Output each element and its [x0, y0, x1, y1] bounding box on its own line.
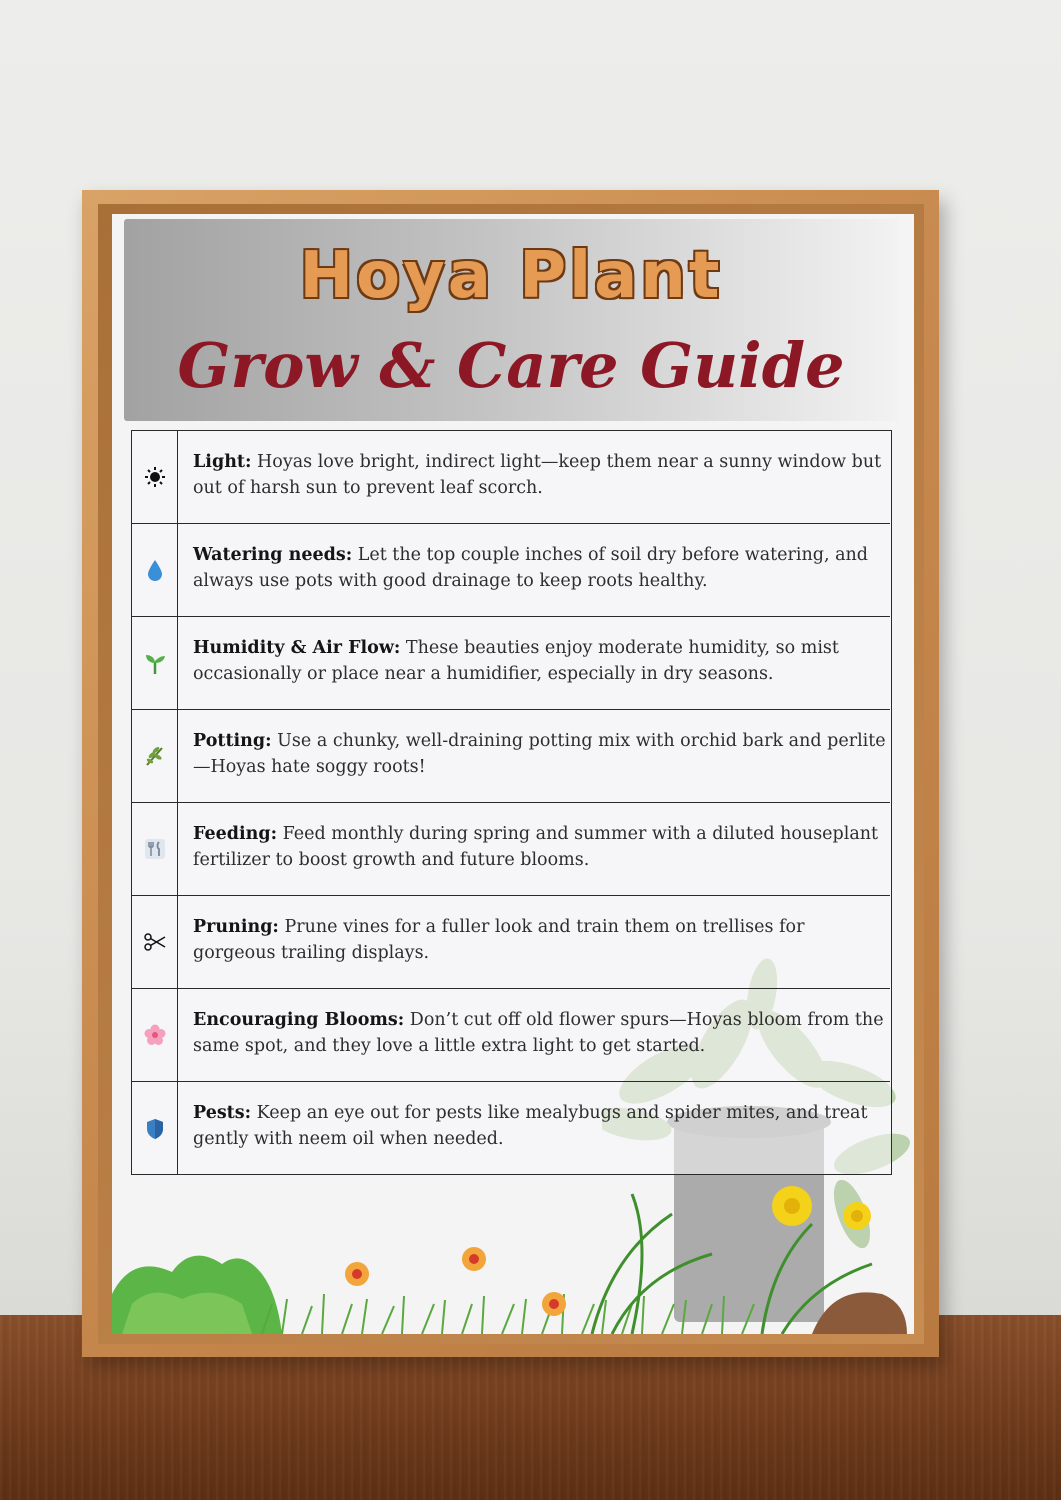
grass-and-flowers-illustration [112, 1154, 914, 1334]
care-description: These beauties enjoy moderate humidity, so mist occasionally or place near a humidifier, especially in dry seasons. [193, 638, 839, 684]
care-description: Let the top couple inches of soil dry before watering, and always use pots with good drainage to keep roots healthy. [193, 545, 869, 591]
care-label: Feeding: [193, 824, 278, 844]
care-description: Don’t cut off old flower spurs—Hoyas bloom from the same spot, and they love a little extra light to get started. [193, 1010, 884, 1056]
care-text [193, 542, 890, 594]
fork-knife-icon [132, 803, 178, 895]
care-description: Keep an eye out for pests like mealybugs and spider mites, and treat gently with neem oil when needed. [193, 1103, 868, 1149]
care-label: Light: [193, 452, 252, 472]
care-row-pruning [132, 896, 890, 989]
care-row-light [132, 431, 890, 524]
care-label: Watering needs: [193, 545, 353, 565]
care-row-blooms [132, 989, 890, 1082]
care-text [193, 728, 890, 780]
care-text [193, 1100, 890, 1152]
seedling-icon [132, 617, 178, 709]
care-text [193, 635, 890, 687]
care-description: Use a chunky, well-draining potting mix with orchid bark and perlite—Hoyas hate soggy roots! [193, 731, 886, 777]
scissors-icon [132, 896, 178, 988]
care-label: Pruning: [193, 917, 279, 937]
title-banner [124, 219, 898, 421]
care-text [193, 1007, 890, 1059]
care-label: Pests: [193, 1103, 252, 1123]
care-row-feeding [132, 803, 890, 896]
care-row-watering [132, 524, 890, 617]
care-row-humidity [132, 617, 890, 710]
poster [112, 214, 914, 1334]
care-label: Potting: [193, 731, 272, 751]
blossom-icon [132, 989, 178, 1081]
care-description: Feed monthly during spring and summer with a diluted houseplant fertilizer to boost growth and future blooms. [193, 824, 879, 870]
title-line-1: Hoya Plant [299, 239, 723, 313]
herb-icon [132, 710, 178, 802]
care-text [193, 821, 890, 873]
care-description: Hoyas love bright, indirect light—keep them near a sunny window but out of harsh sun to prevent leaf scorch. [193, 452, 882, 498]
water-drop-icon [132, 524, 178, 616]
care-description: Prune vines for a fuller look and train them on trellises for gorgeous trailing displays. [193, 917, 805, 963]
care-text [193, 449, 890, 501]
title-line-2: Grow & Care Guide [177, 329, 845, 402]
care-text [193, 914, 890, 966]
sun-icon [132, 431, 178, 523]
care-row-potting [132, 710, 890, 803]
care-table [131, 430, 892, 1175]
care-label: Encouraging Blooms: [193, 1010, 405, 1030]
care-label: Humidity & Air Flow: [193, 638, 401, 658]
